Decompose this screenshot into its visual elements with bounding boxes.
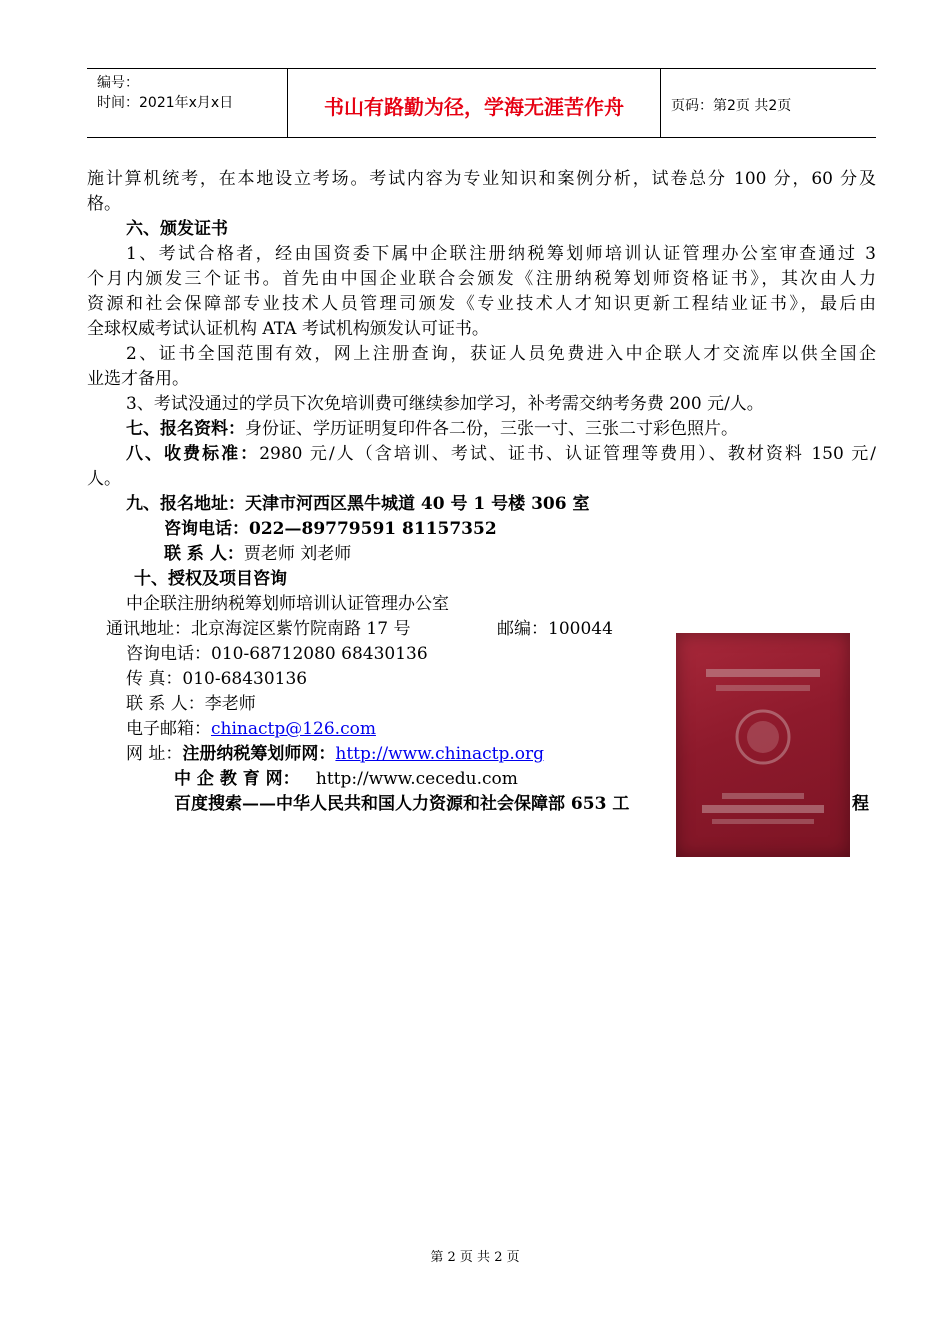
org-email-link[interactable]: chinactp@126.com (211, 719, 376, 739)
certificate-photo (676, 633, 850, 857)
section-7-text: 身份证、学历证明复印件各二份，三张一寸、三张二寸彩色照片。 (245, 419, 738, 439)
section-9-address: 九、报名地址：天津市河西区黑牛城道 40 号 1 号楼 306 室 (126, 494, 590, 514)
section-10-title: 十、授权及项目咨询 (134, 569, 287, 589)
org-website-label: 网 址： (126, 744, 183, 764)
section-7-title: 七、报名资料： (126, 419, 245, 439)
para-cert-3: 3、考试没通过的学员下次免培训费可继续参加学习，补考需交纳考务费 200 元/人。 (126, 394, 764, 414)
section-9-contact-label: 联 系 人： (164, 544, 244, 564)
doc-code: 编号： (97, 75, 139, 91)
org-postcode: 邮编：100044 (497, 619, 613, 639)
para-cert-1-line4: 全球权威考试认证机构 ATA 考试机构颁发认可证书。 (87, 319, 489, 339)
para-cert-1-line2: 个月内颁发三个证书。首先由中国企业联合会颁发《注册纳税筹划师资格证书》，其次由人力 (87, 269, 876, 289)
section-9-phone: 咨询电话：022—89779591 81157352 (164, 519, 497, 539)
certificate-emblem-icon (676, 633, 850, 857)
org-email-row (126, 718, 376, 740)
section-7 (126, 418, 738, 440)
section-9-contact-names: 贾老师 刘老师 (243, 544, 352, 564)
edu-website-row (174, 768, 518, 790)
para-exam-line1: 施计算机统考，在本地设立考场。考试内容为专业知识和案例分析，试卷总分 100 分，60 分及 (87, 169, 876, 189)
header-meta (87, 69, 288, 137)
edu-website-label: 中 企 教 育 网： (174, 769, 300, 789)
baidu-search-text-tail: 程 (852, 794, 869, 814)
header-motto: 书山有路勤为径，学海无涯苦作舟 (288, 69, 661, 137)
org-email-label: 电子邮箱： (126, 719, 211, 739)
section-8-text: 2980 元/人（含培训、考试、证书、认证管理等费用）、教材资料 150 元/ (259, 444, 877, 464)
header-page-number: 页码：第2页 共2页 (671, 98, 792, 114)
para-exam-line2: 格。 (87, 194, 121, 214)
section-8-text-line2: 人。 (87, 469, 121, 489)
edu-website-url: http://www.cecedu.com (315, 769, 518, 789)
para-cert-2-line2: 业选才备用。 (87, 369, 189, 389)
org-phone: 咨询电话：010-68712080 68430136 (126, 644, 428, 664)
para-cert-1-line1: 1、考试合格者，经由国资委下属中企联注册纳税筹划师培训认证管理办公室审查通过 3 (126, 244, 876, 264)
section-8-title: 八、收费标准： (126, 444, 260, 464)
org-address: 通讯地址：北京海淀区紫竹院南路 17 号 (106, 619, 411, 639)
org-website-link[interactable]: http://www.chinactp.org (335, 744, 544, 764)
page-footer: 第 2 页 共 2 页 (430, 1250, 520, 1265)
doc-time: 时间：2021年x月x日 (97, 95, 234, 111)
org-website-row (126, 743, 544, 765)
section-9-contact (164, 543, 351, 565)
para-cert-1-line3: 资源和社会保障部专业技术人员管理司颁发《专业技术人才知识更新工程结业证书》，最后由 (87, 294, 876, 314)
org-website-name: 注册纳税筹划师网： (182, 744, 336, 764)
section-8 (126, 443, 876, 465)
baidu-search-text: 百度搜索——中华人民共和国人力资源和社会保障部 653 工 (174, 794, 630, 814)
org-name: 中企联注册纳税筹划师培训认证管理办公室 (126, 594, 449, 614)
para-cert-2-line1: 2、证书全国范围有效，网上注册查询，获证人员免费进入中企联人才交流库以供全国企 (126, 344, 876, 364)
org-fax: 传 真：010-68430136 (126, 669, 308, 689)
page-header (87, 68, 876, 138)
org-contact: 联 系 人：李老师 (126, 694, 256, 714)
section-6-title: 六、颁发证书 (126, 219, 228, 239)
